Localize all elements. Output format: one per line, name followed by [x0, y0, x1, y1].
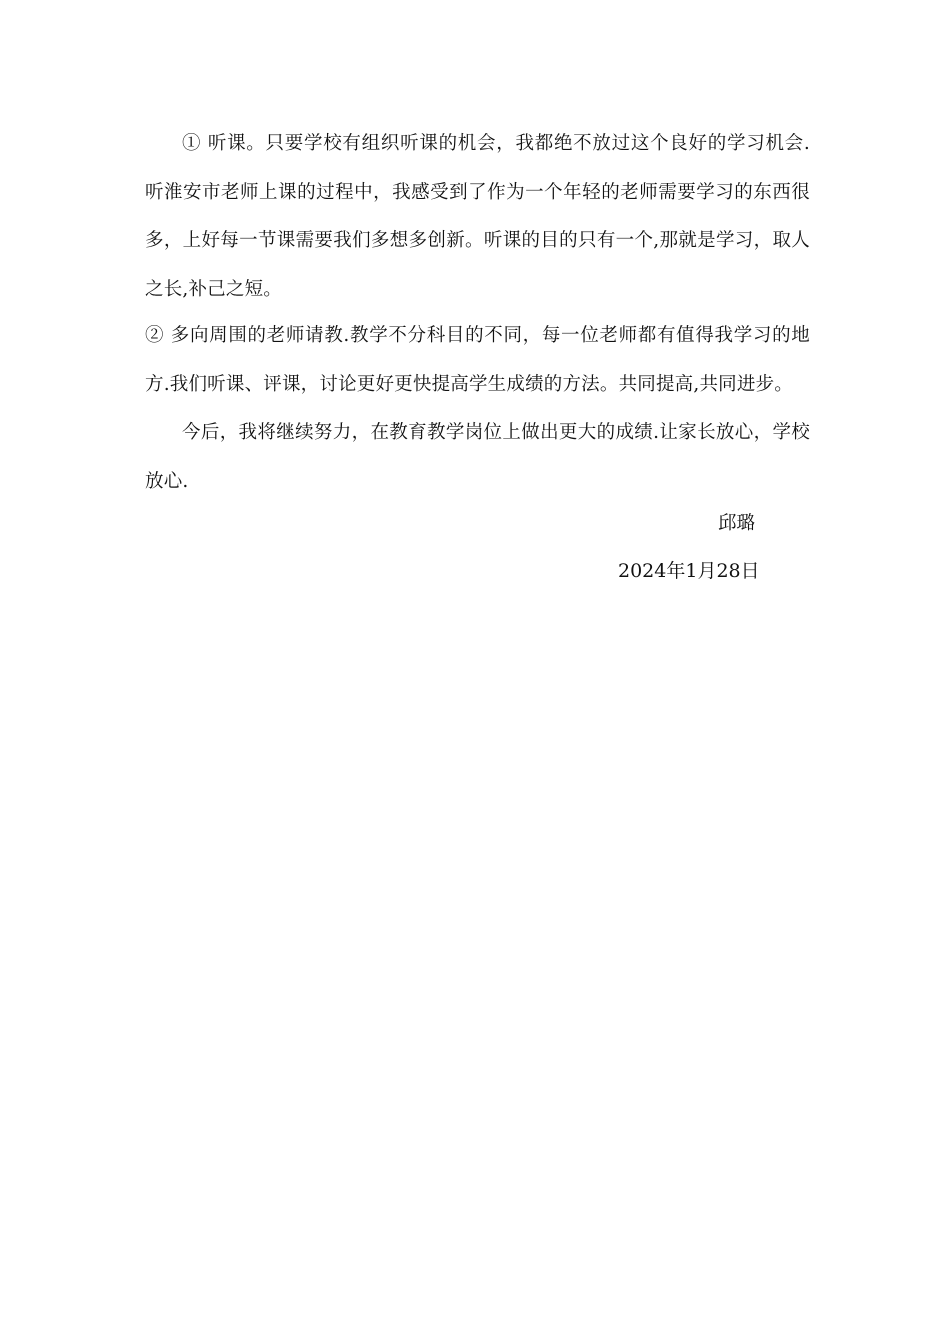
document-body: [145, 120, 810, 506]
paragraph-future-plans: 今后，我将继续努力，在教育教学岗位上做出更大的成绩.让家长放心，学校放心.: [145, 422, 810, 492]
paragraph-consult-teachers: ② 多向周围的老师请教.教学不分科目的不同，每一位老师都有值得我学习的地方.我们听课、评课，讨论更好更快提高学生成绩的方法。共同提高,共同进步。: [145, 325, 810, 395]
signature-name: 邱璐: [718, 513, 756, 534]
paragraph-listening-classes: ① 听课。只要学校有组织听课的机会，我都绝不放过这个良好的学习机会.听淮安市老师上课的过程中，我感受到了作为一个年轻的老师需要学习的东西很多，上好每一节课需要我们多想多创新。听课的目的只有一个,那就是学习，取人之长,补己之短。: [145, 133, 810, 300]
signature-date: 2024年1月28日: [618, 560, 760, 582]
